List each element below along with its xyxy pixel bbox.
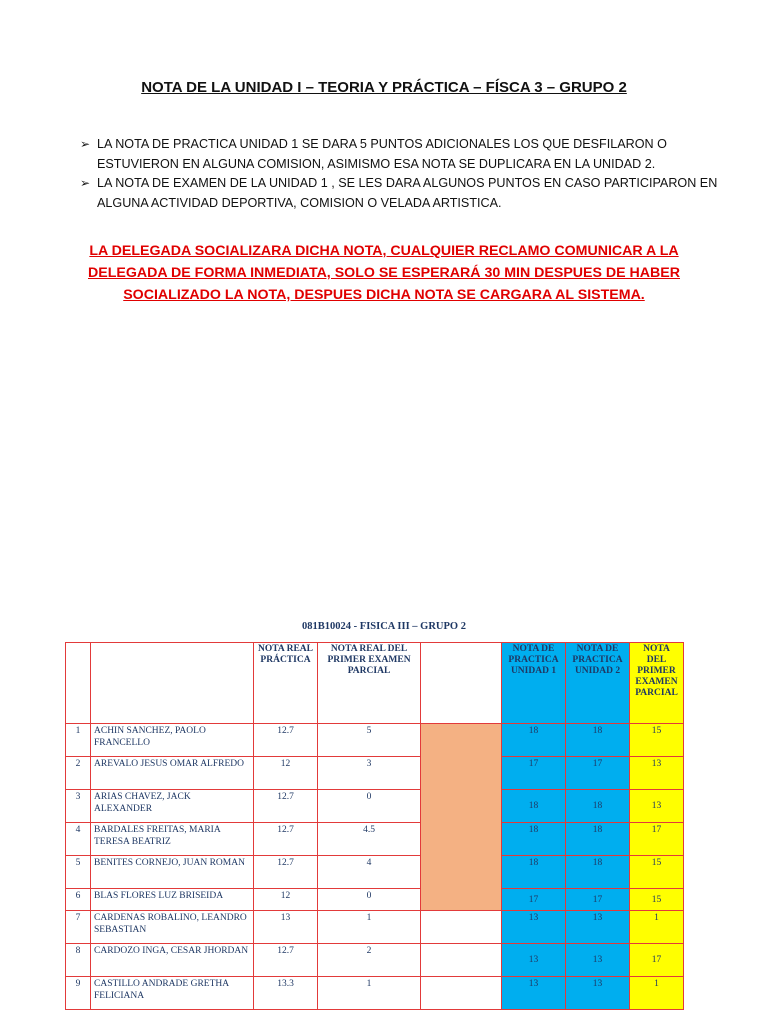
row-real-practica: 12.7 <box>254 944 318 977</box>
row-name: BLAS FLORES LUZ BRISEIDA <box>91 889 254 911</box>
row-examen: 1 <box>630 977 684 1010</box>
row-real-examen: 0 <box>318 790 421 823</box>
table-row <box>66 724 684 757</box>
header-real-examen: NOTA REAL DEL PRIMER EXAMEN PARCIAL <box>318 643 421 724</box>
arrow-bullet-icon: ➢ <box>80 137 91 151</box>
table-row <box>66 823 684 856</box>
row-num: 8 <box>66 944 91 977</box>
row-real-examen: 5 <box>318 724 421 757</box>
blank-cell <box>421 977 502 1010</box>
table-row <box>66 944 684 977</box>
instructions-list <box>80 135 720 213</box>
highlight-cell <box>421 724 502 911</box>
row-real-practica: 12.7 <box>254 790 318 823</box>
row-real-examen: 4 <box>318 856 421 889</box>
row-practica-u1: 18 <box>502 823 566 856</box>
table-row <box>66 977 684 1010</box>
instruction-item <box>80 135 720 174</box>
row-num: 4 <box>66 823 91 856</box>
row-real-practica: 12.7 <box>254 724 318 757</box>
header-blank <box>421 643 502 724</box>
table-row <box>66 911 684 944</box>
row-practica-u1: 17 <box>502 889 566 911</box>
row-name: AREVALO JESUS OMAR ALFREDO <box>91 757 254 790</box>
table-row <box>66 757 684 790</box>
row-name: ARIAS CHAVEZ, JACK ALEXANDER <box>91 790 254 823</box>
row-num: 3 <box>66 790 91 823</box>
row-practica-u2: 18 <box>566 724 630 757</box>
row-practica-u2: 18 <box>566 823 630 856</box>
row-name: BENITES CORNEJO, JUAN ROMAN <box>91 856 254 889</box>
row-examen: 15 <box>630 856 684 889</box>
row-num: 1 <box>66 724 91 757</box>
table-row <box>66 790 684 823</box>
row-examen: 13 <box>630 757 684 790</box>
instruction-text: LA NOTA DE EXAMEN DE LA UNIDAD 1 , SE LES DARA ALGUNOS PUNTOS EN CASO PARTICIPARON EN ALGUNA ACTIVIDAD DEPORTIVA, COMISION O VELADA ARTISTICA. <box>97 176 718 210</box>
table-caption: 081B10024 - FISICA III – GRUPO 2 <box>302 621 466 632</box>
row-examen: 15 <box>630 889 684 911</box>
row-practica-u1: 13 <box>502 944 566 977</box>
row-practica-u1: 18 <box>502 790 566 823</box>
row-practica-u2: 13 <box>566 911 630 944</box>
row-examen: 13 <box>630 790 684 823</box>
row-real-practica: 13 <box>254 911 318 944</box>
table-row <box>66 856 684 889</box>
row-practica-u1: 13 <box>502 911 566 944</box>
row-examen: 15 <box>630 724 684 757</box>
row-practica-u2: 17 <box>566 889 630 911</box>
row-practica-u2: 13 <box>566 944 630 977</box>
row-examen: 17 <box>630 823 684 856</box>
row-practica-u2: 18 <box>566 856 630 889</box>
row-real-practica: 12 <box>254 757 318 790</box>
row-real-practica: 13.3 <box>254 977 318 1010</box>
blank-cell <box>421 911 502 944</box>
delegate-notice: LA DELEGADA SOCIALIZARA DICHA NOTA, CUALQUIER RECLAMO COMUNICAR A LA DELEGADA DE FORMA INMEDIATA, SOLO SE ESPERARÁ 30 MIN DESPUES DE HABER SOCIALIZADO LA NOTA, DESPUES DICHA NOTA SE CARGARA AL SISTEMA. <box>88 243 680 303</box>
row-real-examen: 3 <box>318 757 421 790</box>
row-real-practica: 12.7 <box>254 856 318 889</box>
row-practica-u1: 18 <box>502 724 566 757</box>
header-practica-u2: NOTA DE PRACTICA UNIDAD 2 <box>566 643 630 724</box>
row-num: 6 <box>66 889 91 911</box>
row-name: CARDOZO INGA, CESAR JHORDAN <box>91 944 254 977</box>
row-practica-u1: 13 <box>502 977 566 1010</box>
row-num: 7 <box>66 911 91 944</box>
row-practica-u2: 18 <box>566 790 630 823</box>
row-name: ACHIN SANCHEZ, PAOLO FRANCELLO <box>91 724 254 757</box>
row-name: CASTILLO ANDRADE GRETHA FELICIANA <box>91 977 254 1010</box>
row-real-examen: 2 <box>318 944 421 977</box>
row-num: 9 <box>66 977 91 1010</box>
instruction-item <box>80 174 720 213</box>
header-num <box>66 643 91 724</box>
header-practica-u1: NOTA DE PRACTICA UNIDAD 1 <box>502 643 566 724</box>
row-num: 2 <box>66 757 91 790</box>
row-examen: 17 <box>630 944 684 977</box>
row-num: 5 <box>66 856 91 889</box>
row-real-practica: 12.7 <box>254 823 318 856</box>
grades-table <box>65 642 684 1010</box>
row-examen: 1 <box>630 911 684 944</box>
row-name: CARDENAS ROBALINO, LEANDRO SEBASTIAN <box>91 911 254 944</box>
header-name <box>91 643 254 724</box>
row-real-practica: 12 <box>254 889 318 911</box>
row-name: BARDALES FREITAS, MARIA TERESA BEATRIZ <box>91 823 254 856</box>
row-practica-u1: 17 <box>502 757 566 790</box>
row-practica-u1: 18 <box>502 856 566 889</box>
table-row <box>66 889 684 911</box>
table-header-row <box>66 643 684 724</box>
header-real-practica: NOTA REAL PRÁCTICA <box>254 643 318 724</box>
row-real-examen: 1 <box>318 911 421 944</box>
row-practica-u2: 17 <box>566 757 630 790</box>
row-real-examen: 1 <box>318 977 421 1010</box>
blank-cell <box>421 944 502 977</box>
document-title: NOTA DE LA UNIDAD I – TEORIA Y PRÁCTICA – FÍSCA 3 – GRUPO 2 <box>141 79 627 96</box>
instruction-text: LA NOTA DE PRACTICA UNIDAD 1 SE DARA 5 PUNTOS ADICIONALES LOS QUE DESFILARON O ESTUVIERON EN ALGUNA COMISION, ASIMISMO ESA NOTA SE DUPLICARA EN LA UNIDAD 2. <box>97 137 667 171</box>
header-examen: NOTA DEL PRIMER EXAMEN PARCIAL <box>630 643 684 724</box>
row-real-examen: 0 <box>318 889 421 911</box>
arrow-bullet-icon: ➢ <box>80 176 91 190</box>
row-practica-u2: 13 <box>566 977 630 1010</box>
row-real-examen: 4.5 <box>318 823 421 856</box>
